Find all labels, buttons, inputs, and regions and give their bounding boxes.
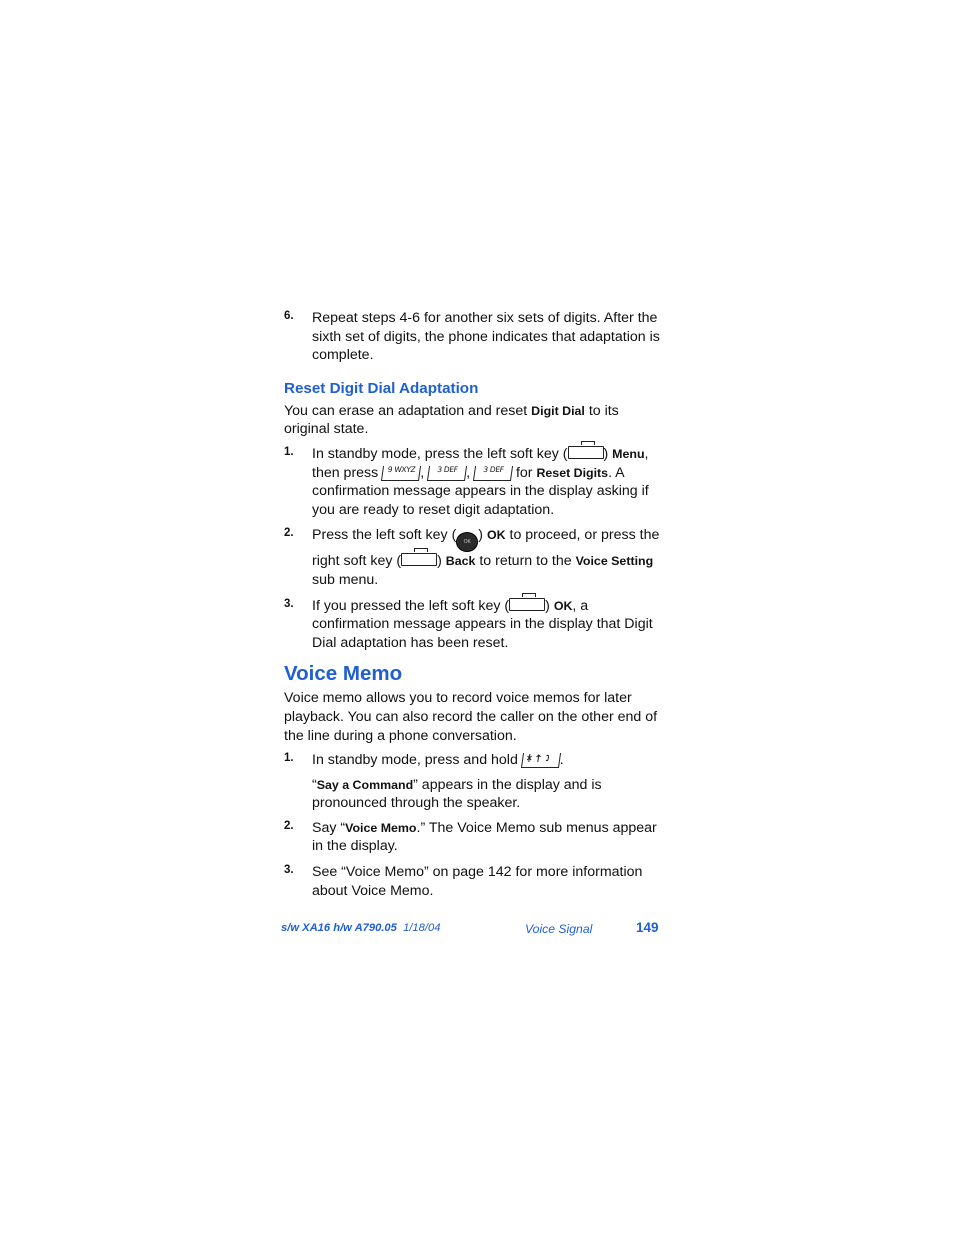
number-key-icon xyxy=(381,466,421,481)
ok-label: OK xyxy=(553,598,573,613)
voice-memo-label: Voice Memo xyxy=(345,820,417,835)
list-item-reset-step-3 xyxy=(284,597,664,653)
intro-text: You can erase an adaptation and reset xyxy=(284,402,532,419)
key-label: 3 DEF xyxy=(436,464,459,474)
section-heading-voice-memo: Voice Memo xyxy=(284,662,403,686)
step-text xyxy=(312,526,664,589)
text-run: ) xyxy=(437,553,446,570)
step-number: 1. xyxy=(284,445,294,458)
number-key-icon xyxy=(427,466,467,481)
step-number: 3. xyxy=(284,597,294,610)
list-item-memo-step-2 xyxy=(284,819,664,856)
list-item-reset-step-2 xyxy=(284,526,664,589)
footer-version xyxy=(281,922,440,934)
voice-key-icon xyxy=(521,753,561,768)
text-run: “ xyxy=(312,776,317,793)
list-item-memo-step-1 xyxy=(284,751,664,813)
say-a-command-label: Say a Command xyxy=(316,777,414,792)
text-run: , then press xyxy=(312,445,649,481)
text-run: ) xyxy=(545,597,554,614)
list-item-memo-step-3 xyxy=(284,863,664,900)
separator: , xyxy=(420,464,425,481)
step-text: See “Voice Memo” on page 142 for more information about Voice Memo. xyxy=(312,864,643,899)
key-label: 9 WXYZ xyxy=(387,464,417,474)
text-run: ) xyxy=(478,527,487,544)
step-number: 3. xyxy=(284,864,294,877)
key-label: 3 DEF xyxy=(482,464,505,474)
page-number: 149 xyxy=(636,920,659,935)
list-item-step-6 xyxy=(284,309,664,365)
separator: , xyxy=(466,464,471,481)
text-run: .” The Voice Memo sub menus appear in the display. xyxy=(312,819,657,855)
footer-chapter: Voice Signal xyxy=(525,922,593,936)
text-run: to return to the xyxy=(475,553,576,570)
step-number: 2. xyxy=(284,819,294,832)
text-run: Say “ xyxy=(312,819,346,836)
text-run: . A confirmation message appears in the display asking if you are ready to reset digit adaptation. xyxy=(312,464,649,518)
digit-dial-label: Digit Dial xyxy=(531,403,585,418)
text-run: Press the left soft key ( xyxy=(312,527,457,544)
text-run: In standby mode, press the left soft key ( xyxy=(312,445,568,462)
page-footer xyxy=(281,920,661,940)
reset-intro-paragraph xyxy=(284,402,664,439)
text-run: ) xyxy=(603,445,613,462)
text-run: In standby mode, press and hold xyxy=(312,752,522,769)
text-run: for xyxy=(512,464,537,481)
reset-digits-label: Reset Digits xyxy=(536,465,609,480)
step-text xyxy=(312,819,664,856)
text-run: sub menu. xyxy=(312,571,379,588)
soft-key-icon xyxy=(568,446,604,459)
footer-date: 1/18/04 xyxy=(403,922,441,934)
ok-label: OK xyxy=(486,528,506,543)
text-run: . xyxy=(559,752,564,769)
ok-key-icon: OK xyxy=(456,532,478,552)
footer-sw-hw: s/w XA16 h/w A790.05 xyxy=(281,922,397,934)
step-number: 2. xyxy=(284,527,294,540)
intro-text: to its original state. xyxy=(284,402,619,438)
step-text: Repeat steps 4-6 for another six sets of digits. After the sixth set of digits, the phone indicates that adaptation is complete. xyxy=(312,310,660,364)
step-text xyxy=(312,751,664,770)
menu-label: Menu xyxy=(612,446,645,461)
list-item-reset-step-1 xyxy=(284,445,664,519)
step-subtext xyxy=(312,776,664,813)
document-page xyxy=(284,309,664,900)
step-text xyxy=(312,445,664,519)
number-key-icon xyxy=(473,466,513,481)
text-run: If you pressed the left soft key ( xyxy=(312,597,510,614)
voice-memo-intro: Voice memo allows you to record voice memos for later playback. You can also record the caller on the other end of the line during a phone conversation. xyxy=(284,690,658,744)
section-heading-reset-digit-dial: Reset Digit Dial Adaptation xyxy=(284,379,479,397)
soft-key-icon xyxy=(509,598,545,611)
step-number: 6. xyxy=(284,310,294,322)
voice-setting-label: Voice Setting xyxy=(575,554,654,569)
text-run: ” appears in the display and is pronounced through the speaker. xyxy=(312,776,602,812)
soft-key-icon xyxy=(401,553,437,566)
text-run: to proceed, or press the right soft key ( xyxy=(312,527,660,570)
step-text xyxy=(312,597,664,653)
voice-key-glyph xyxy=(525,753,556,763)
step-number: 1. xyxy=(284,752,294,765)
text-run: , a confirmation message appears in the display that Digit Dial adaptation has been reset. xyxy=(312,597,653,651)
back-label: Back xyxy=(445,554,476,569)
